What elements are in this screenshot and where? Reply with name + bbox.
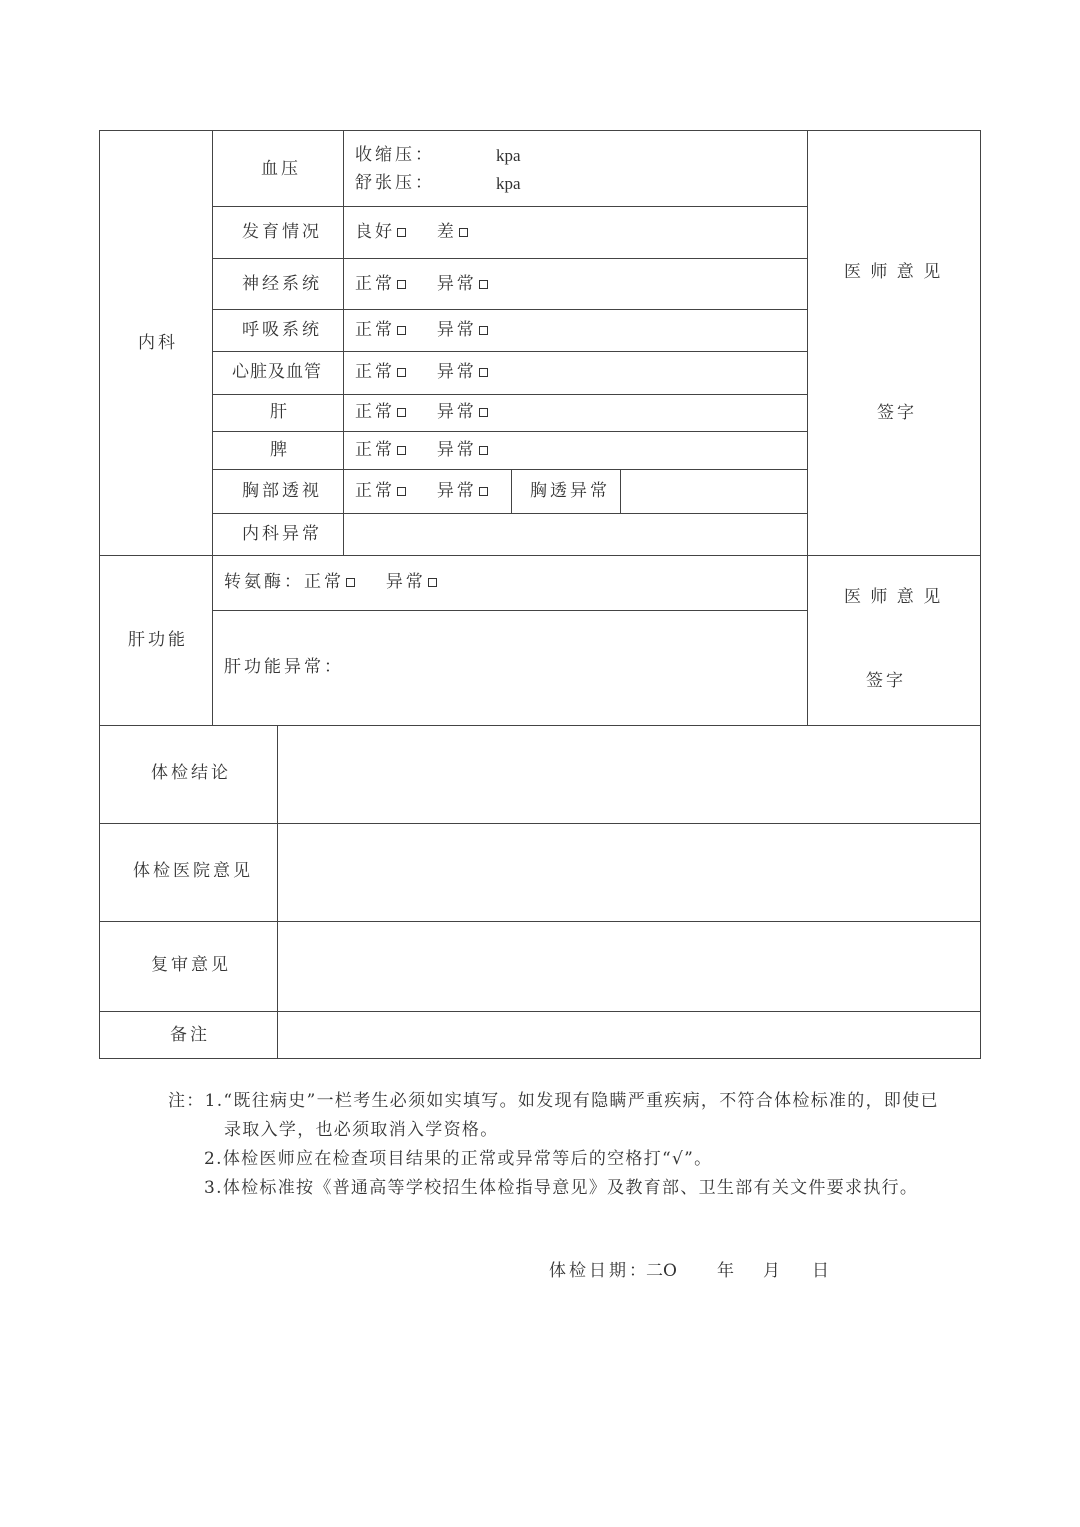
divider-review-remarks xyxy=(99,1011,981,1012)
row-divider-6 xyxy=(212,431,808,432)
divider-internal-liver xyxy=(99,555,981,556)
systolic-unit: kpa xyxy=(496,146,521,165)
note-line-1b: 录取入学，也必须取消入学资格。 xyxy=(224,1120,499,1140)
option-normal-label: 正常 xyxy=(355,402,395,422)
hospital-opinion-label: 体检医院意见 xyxy=(133,861,253,881)
option-normal-label: 正常 xyxy=(355,440,395,460)
col-divider-chest-extra xyxy=(511,469,512,514)
divider-conclusion-hospital xyxy=(99,823,981,824)
diastolic-unit: kpa xyxy=(496,174,521,193)
conclusion-field[interactable] xyxy=(281,729,977,820)
blood-pressure-label: 血压 xyxy=(261,159,301,179)
diastolic-label: 舒张压： xyxy=(355,173,435,193)
option-good-label: 良好 xyxy=(355,222,395,242)
option-normal-label: 正常 xyxy=(355,274,395,294)
row-options-liver xyxy=(355,404,488,421)
remarks-field[interactable] xyxy=(281,1015,977,1055)
exam-date-month: 月 xyxy=(763,1261,780,1281)
row-divider-8 xyxy=(212,513,808,514)
checkbox-normal[interactable] xyxy=(397,487,406,496)
table-border-right xyxy=(980,130,981,1059)
note-line-3: 3.体检标准按《普通高等学校招生体检指导意见》及教育部、卫生部有关文件要求执行。 xyxy=(204,1178,919,1198)
row-divider-1 xyxy=(212,206,808,207)
checkbox-abnormal[interactable] xyxy=(479,368,488,377)
checkbox-normal[interactable] xyxy=(346,578,355,587)
checkbox-normal[interactable] xyxy=(397,326,406,335)
note-line-1: 注：1.“既往病史”一栏考生必须如实填写。如发现有隐瞒严重疾病，不符合体检标准的，即使已 xyxy=(168,1091,939,1111)
remarks-label: 备注 xyxy=(170,1025,210,1045)
checkbox-normal[interactable] xyxy=(397,368,406,377)
development-options xyxy=(355,224,468,241)
row-options-chest xyxy=(355,483,488,500)
row-divider-5 xyxy=(212,394,808,395)
internal-abnormal-field[interactable] xyxy=(347,516,803,552)
liver-doctor-opinion: 医 师 意 见 xyxy=(844,587,943,607)
liver-signature: 签字 xyxy=(866,671,906,691)
checkbox-abnormal[interactable] xyxy=(428,578,437,587)
row-divider-4 xyxy=(212,351,808,352)
row-label-liver: 肝 xyxy=(270,402,287,422)
review-opinion-field[interactable] xyxy=(281,925,977,1008)
checkbox-poor[interactable] xyxy=(459,228,468,237)
table-border-bottom xyxy=(99,1058,981,1059)
checkbox-abnormal[interactable] xyxy=(479,326,488,335)
col-divider-chest-value xyxy=(620,469,621,514)
checkbox-abnormal[interactable] xyxy=(479,408,488,417)
review-opinion-label: 复审意见 xyxy=(151,955,231,975)
option-abnormal-label: 异常 xyxy=(436,402,477,422)
option-abnormal-label: 异常 xyxy=(436,274,477,294)
checkbox-abnormal[interactable] xyxy=(479,280,488,289)
exam-date-year-prefix: 二O xyxy=(646,1261,677,1281)
divider-liver-conclusion xyxy=(99,725,981,726)
row-label-chest: 胸部透视 xyxy=(242,481,322,501)
row-options-spleen xyxy=(355,442,488,459)
option-abnormal-label: 异常 xyxy=(436,362,477,382)
alt-row xyxy=(224,574,437,591)
divider-hospital-review xyxy=(99,921,981,922)
row-divider-3 xyxy=(212,309,808,310)
internal-doctor-opinion: 医 师 意 见 xyxy=(844,262,943,282)
row-label-nervous: 神经系统 xyxy=(242,274,322,294)
row-divider-2 xyxy=(212,258,808,259)
row-label-cardio: 心脏及血管 xyxy=(232,362,322,382)
alt-label: 转氨酶： xyxy=(224,572,304,592)
liver-abnormal-label: 肝功能异常： xyxy=(224,657,344,677)
option-abnormal-label: 异常 xyxy=(436,481,477,501)
note-line-2: 2.体检医师应在检查项目结果的正常或异常等后的空格打“√”。 xyxy=(204,1149,713,1169)
hospital-opinion-field[interactable] xyxy=(281,827,977,918)
systolic-label: 收缩压： xyxy=(355,145,435,165)
checkbox-abnormal[interactable] xyxy=(479,446,488,455)
liver-section-label: 肝功能 xyxy=(128,630,188,650)
row-options-respiratory xyxy=(355,322,488,339)
exam-date-day: 日 xyxy=(812,1261,829,1281)
table-border-left xyxy=(99,130,100,1059)
option-abnormal-label: 异常 xyxy=(436,440,477,460)
exam-date-label: 体检日期： xyxy=(549,1261,649,1281)
col-divider-opinion xyxy=(807,130,808,726)
checkbox-normal[interactable] xyxy=(397,280,406,289)
internal-section-label: 内科 xyxy=(138,333,178,353)
table-border-top xyxy=(99,130,981,131)
option-abnormal-label: 异常 xyxy=(436,320,477,340)
row-label-spleen: 脾 xyxy=(270,440,287,460)
row-options-nervous xyxy=(355,276,488,293)
chest-abnormal-label: 胸透异常 xyxy=(530,481,610,501)
col-divider-item xyxy=(343,130,344,556)
chest-abnormal-field[interactable] xyxy=(624,472,804,510)
col-divider-category xyxy=(212,130,213,726)
row-divider-7 xyxy=(212,469,808,470)
row-options-cardio xyxy=(355,364,488,381)
internal-signature: 签字 xyxy=(877,403,917,423)
internal-abnormal-label: 内科异常 xyxy=(242,524,322,544)
conclusion-label: 体检结论 xyxy=(151,763,231,783)
option-normal-label: 正常 xyxy=(355,320,395,340)
row-label-respiratory: 呼吸系统 xyxy=(242,320,322,340)
option-poor-label: 差 xyxy=(436,222,457,242)
development-label: 发育情况 xyxy=(242,222,322,242)
checkbox-good[interactable] xyxy=(397,228,406,237)
col-divider-bottom xyxy=(277,725,278,1059)
exam-date-year: 年 xyxy=(717,1261,734,1281)
checkbox-normal[interactable] xyxy=(397,408,406,417)
checkbox-abnormal[interactable] xyxy=(479,487,488,496)
option-abnormal-label: 异常 xyxy=(385,572,426,592)
row-divider-liver xyxy=(212,610,808,611)
option-normal-label: 正常 xyxy=(355,362,395,382)
checkbox-normal[interactable] xyxy=(397,446,406,455)
option-normal-label: 正常 xyxy=(304,572,344,592)
option-normal-label: 正常 xyxy=(355,481,395,501)
